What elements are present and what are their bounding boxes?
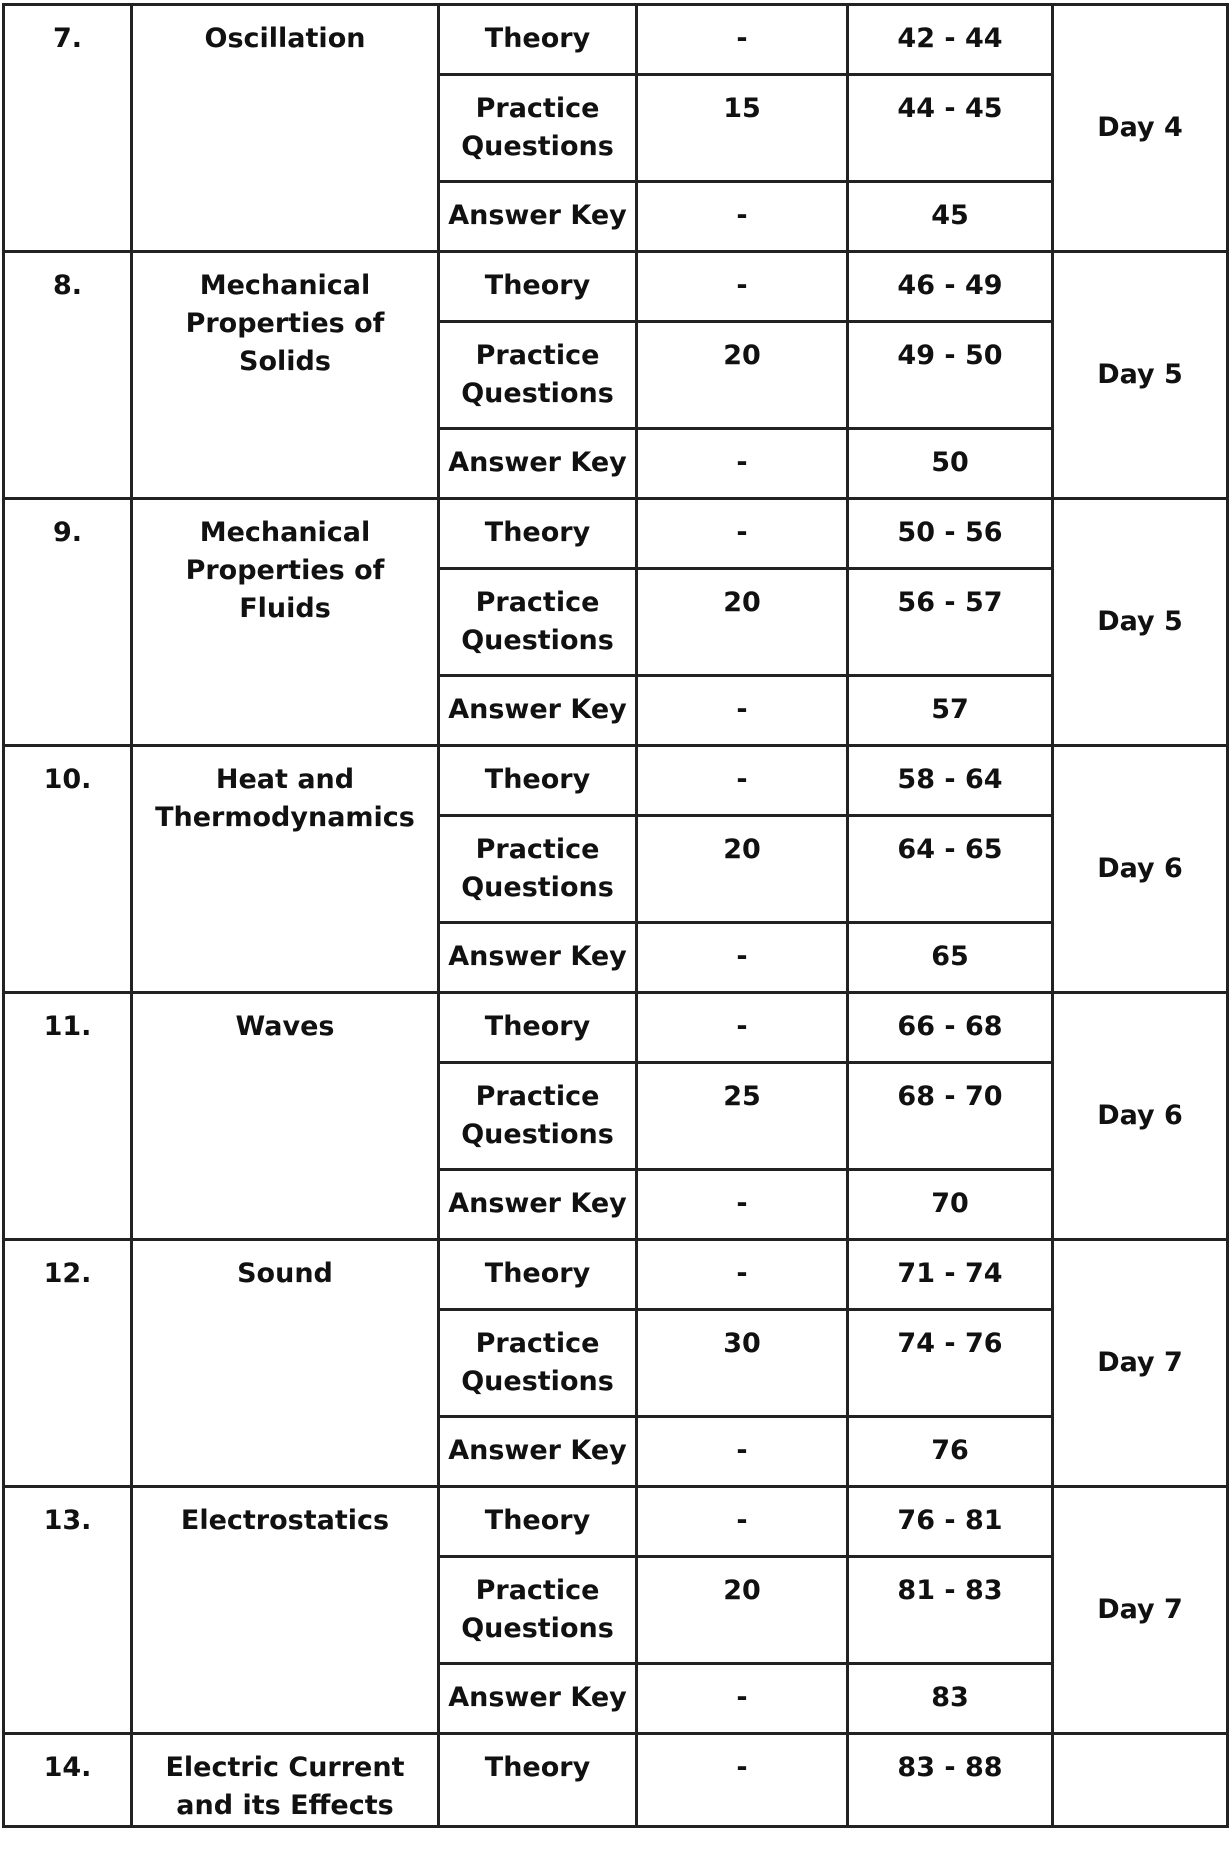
section-type: Answer Key	[439, 1664, 637, 1734]
section-type: Practice Questions	[439, 569, 637, 676]
section-type: Practice Questions	[439, 816, 637, 923]
page-range: 74 - 76	[848, 1310, 1053, 1417]
schedule-table	[2, 3, 1229, 1828]
page-range: 81 - 83	[848, 1557, 1053, 1664]
chapter-name: Electrostatics	[132, 1487, 439, 1734]
page-range: 83	[848, 1664, 1053, 1734]
question-count: -	[637, 182, 848, 252]
page-range: 65	[848, 923, 1053, 993]
table-row	[4, 1734, 1228, 1827]
question-count: -	[637, 499, 848, 569]
chapter-number: 13.	[4, 1487, 132, 1734]
study-day: Day 6	[1053, 993, 1228, 1240]
question-count: 30	[637, 1310, 848, 1417]
question-count: -	[637, 252, 848, 322]
chapter-name: Electric Current and its Effects	[132, 1734, 439, 1827]
section-type: Practice Questions	[439, 322, 637, 429]
page-range: 49 - 50	[848, 322, 1053, 429]
table-row	[4, 5, 1228, 75]
section-type: Theory	[439, 5, 637, 75]
section-type: Practice Questions	[439, 1310, 637, 1417]
section-type: Theory	[439, 499, 637, 569]
section-type: Theory	[439, 1240, 637, 1310]
table-row	[4, 1240, 1228, 1310]
section-type: Practice Questions	[439, 1063, 637, 1170]
page-range: 58 - 64	[848, 746, 1053, 816]
study-day: Day 5	[1053, 252, 1228, 499]
section-type: Practice Questions	[439, 75, 637, 182]
table-row	[4, 499, 1228, 569]
section-type: Theory	[439, 993, 637, 1063]
question-count: 20	[637, 816, 848, 923]
section-type: Answer Key	[439, 1170, 637, 1240]
section-type: Answer Key	[439, 429, 637, 499]
page-range: 50	[848, 429, 1053, 499]
question-count: -	[637, 5, 848, 75]
chapter-number: 10.	[4, 746, 132, 993]
section-type: Theory	[439, 746, 637, 816]
question-count: -	[637, 746, 848, 816]
chapter-number: 11.	[4, 993, 132, 1240]
question-count: -	[637, 1417, 848, 1487]
question-count: 20	[637, 1557, 848, 1664]
question-count: -	[637, 1734, 848, 1827]
chapter-number: 9.	[4, 499, 132, 746]
study-day: Day 5	[1053, 499, 1228, 746]
table-row	[4, 746, 1228, 816]
question-count: -	[637, 429, 848, 499]
section-type: Theory	[439, 1487, 637, 1557]
section-type: Practice Questions	[439, 1557, 637, 1664]
page-range: 70	[848, 1170, 1053, 1240]
study-day	[1053, 1734, 1228, 1827]
table-row	[4, 1487, 1228, 1557]
chapter-name: Mechanical Properties of Fluids	[132, 499, 439, 746]
question-count: -	[637, 1240, 848, 1310]
question-count: -	[637, 923, 848, 993]
page-range: 64 - 65	[848, 816, 1053, 923]
chapter-number: 14.	[4, 1734, 132, 1827]
page-range: 46 - 49	[848, 252, 1053, 322]
page-range: 76 - 81	[848, 1487, 1053, 1557]
page-range: 68 - 70	[848, 1063, 1053, 1170]
page-range: 50 - 56	[848, 499, 1053, 569]
page-range: 56 - 57	[848, 569, 1053, 676]
chapter-number: 8.	[4, 252, 132, 499]
page-range: 57	[848, 676, 1053, 746]
page-range: 44 - 45	[848, 75, 1053, 182]
chapter-name: Waves	[132, 993, 439, 1240]
chapter-name: Mechanical Properties of Solids	[132, 252, 439, 499]
table-row	[4, 993, 1228, 1063]
question-count: -	[637, 1664, 848, 1734]
section-type: Theory	[439, 1734, 637, 1827]
chapter-name: Sound	[132, 1240, 439, 1487]
question-count: 25	[637, 1063, 848, 1170]
study-day: Day 7	[1053, 1240, 1228, 1487]
question-count: -	[637, 676, 848, 746]
question-count: 20	[637, 322, 848, 429]
study-day: Day 7	[1053, 1487, 1228, 1734]
page-range: 66 - 68	[848, 993, 1053, 1063]
section-type: Theory	[439, 252, 637, 322]
section-type: Answer Key	[439, 1417, 637, 1487]
page-range: 71 - 74	[848, 1240, 1053, 1310]
chapter-number: 12.	[4, 1240, 132, 1487]
question-count: -	[637, 993, 848, 1063]
study-day: Day 4	[1053, 5, 1228, 252]
page-range: 45	[848, 182, 1053, 252]
chapter-number: 7.	[4, 5, 132, 252]
question-count: 20	[637, 569, 848, 676]
page-range: 76	[848, 1417, 1053, 1487]
chapter-name: Oscillation	[132, 5, 439, 252]
question-count: 15	[637, 75, 848, 182]
page-range: 83 - 88	[848, 1734, 1053, 1827]
schedule-table-body	[4, 5, 1228, 1827]
section-type: Answer Key	[439, 923, 637, 993]
page-range: 42 - 44	[848, 5, 1053, 75]
section-type: Answer Key	[439, 676, 637, 746]
chapter-name: Heat and Thermodynamics	[132, 746, 439, 993]
question-count: -	[637, 1487, 848, 1557]
section-type: Answer Key	[439, 182, 637, 252]
question-count: -	[637, 1170, 848, 1240]
table-row	[4, 252, 1228, 322]
study-day: Day 6	[1053, 746, 1228, 993]
